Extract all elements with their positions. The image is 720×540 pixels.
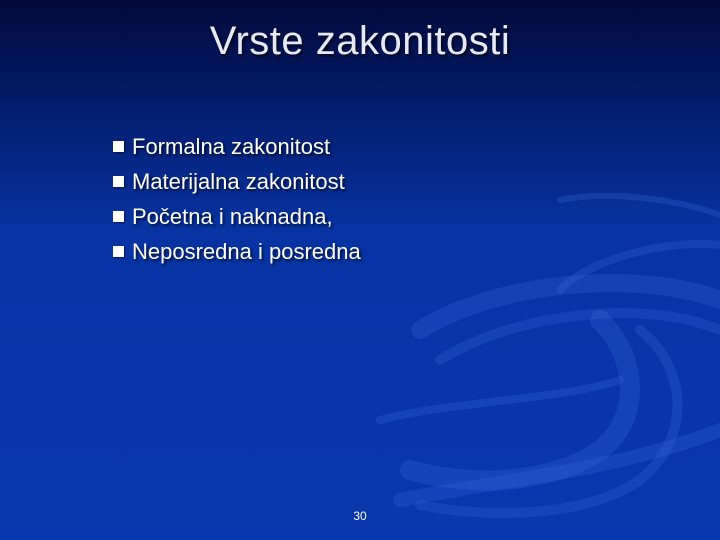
bullet-text: Neposredna i posredna bbox=[132, 238, 361, 264]
bullet-list bbox=[113, 129, 361, 269]
bullet-text: Formalna zakonitost bbox=[132, 133, 331, 159]
page-number: 30 bbox=[353, 509, 367, 523]
bullet-text: Početna i naknadna, bbox=[132, 203, 333, 229]
list-item bbox=[113, 199, 361, 234]
list-item bbox=[113, 129, 361, 164]
square-bullet-icon bbox=[113, 176, 124, 187]
square-bullet-icon bbox=[113, 211, 124, 222]
list-item bbox=[113, 164, 361, 199]
square-bullet-icon bbox=[113, 246, 124, 257]
bullet-text: Materijalna zakonitost bbox=[132, 168, 345, 194]
square-bullet-icon bbox=[113, 141, 124, 152]
list-item bbox=[113, 234, 361, 269]
slide-title: Vrste zakonitosti bbox=[209, 19, 511, 63]
